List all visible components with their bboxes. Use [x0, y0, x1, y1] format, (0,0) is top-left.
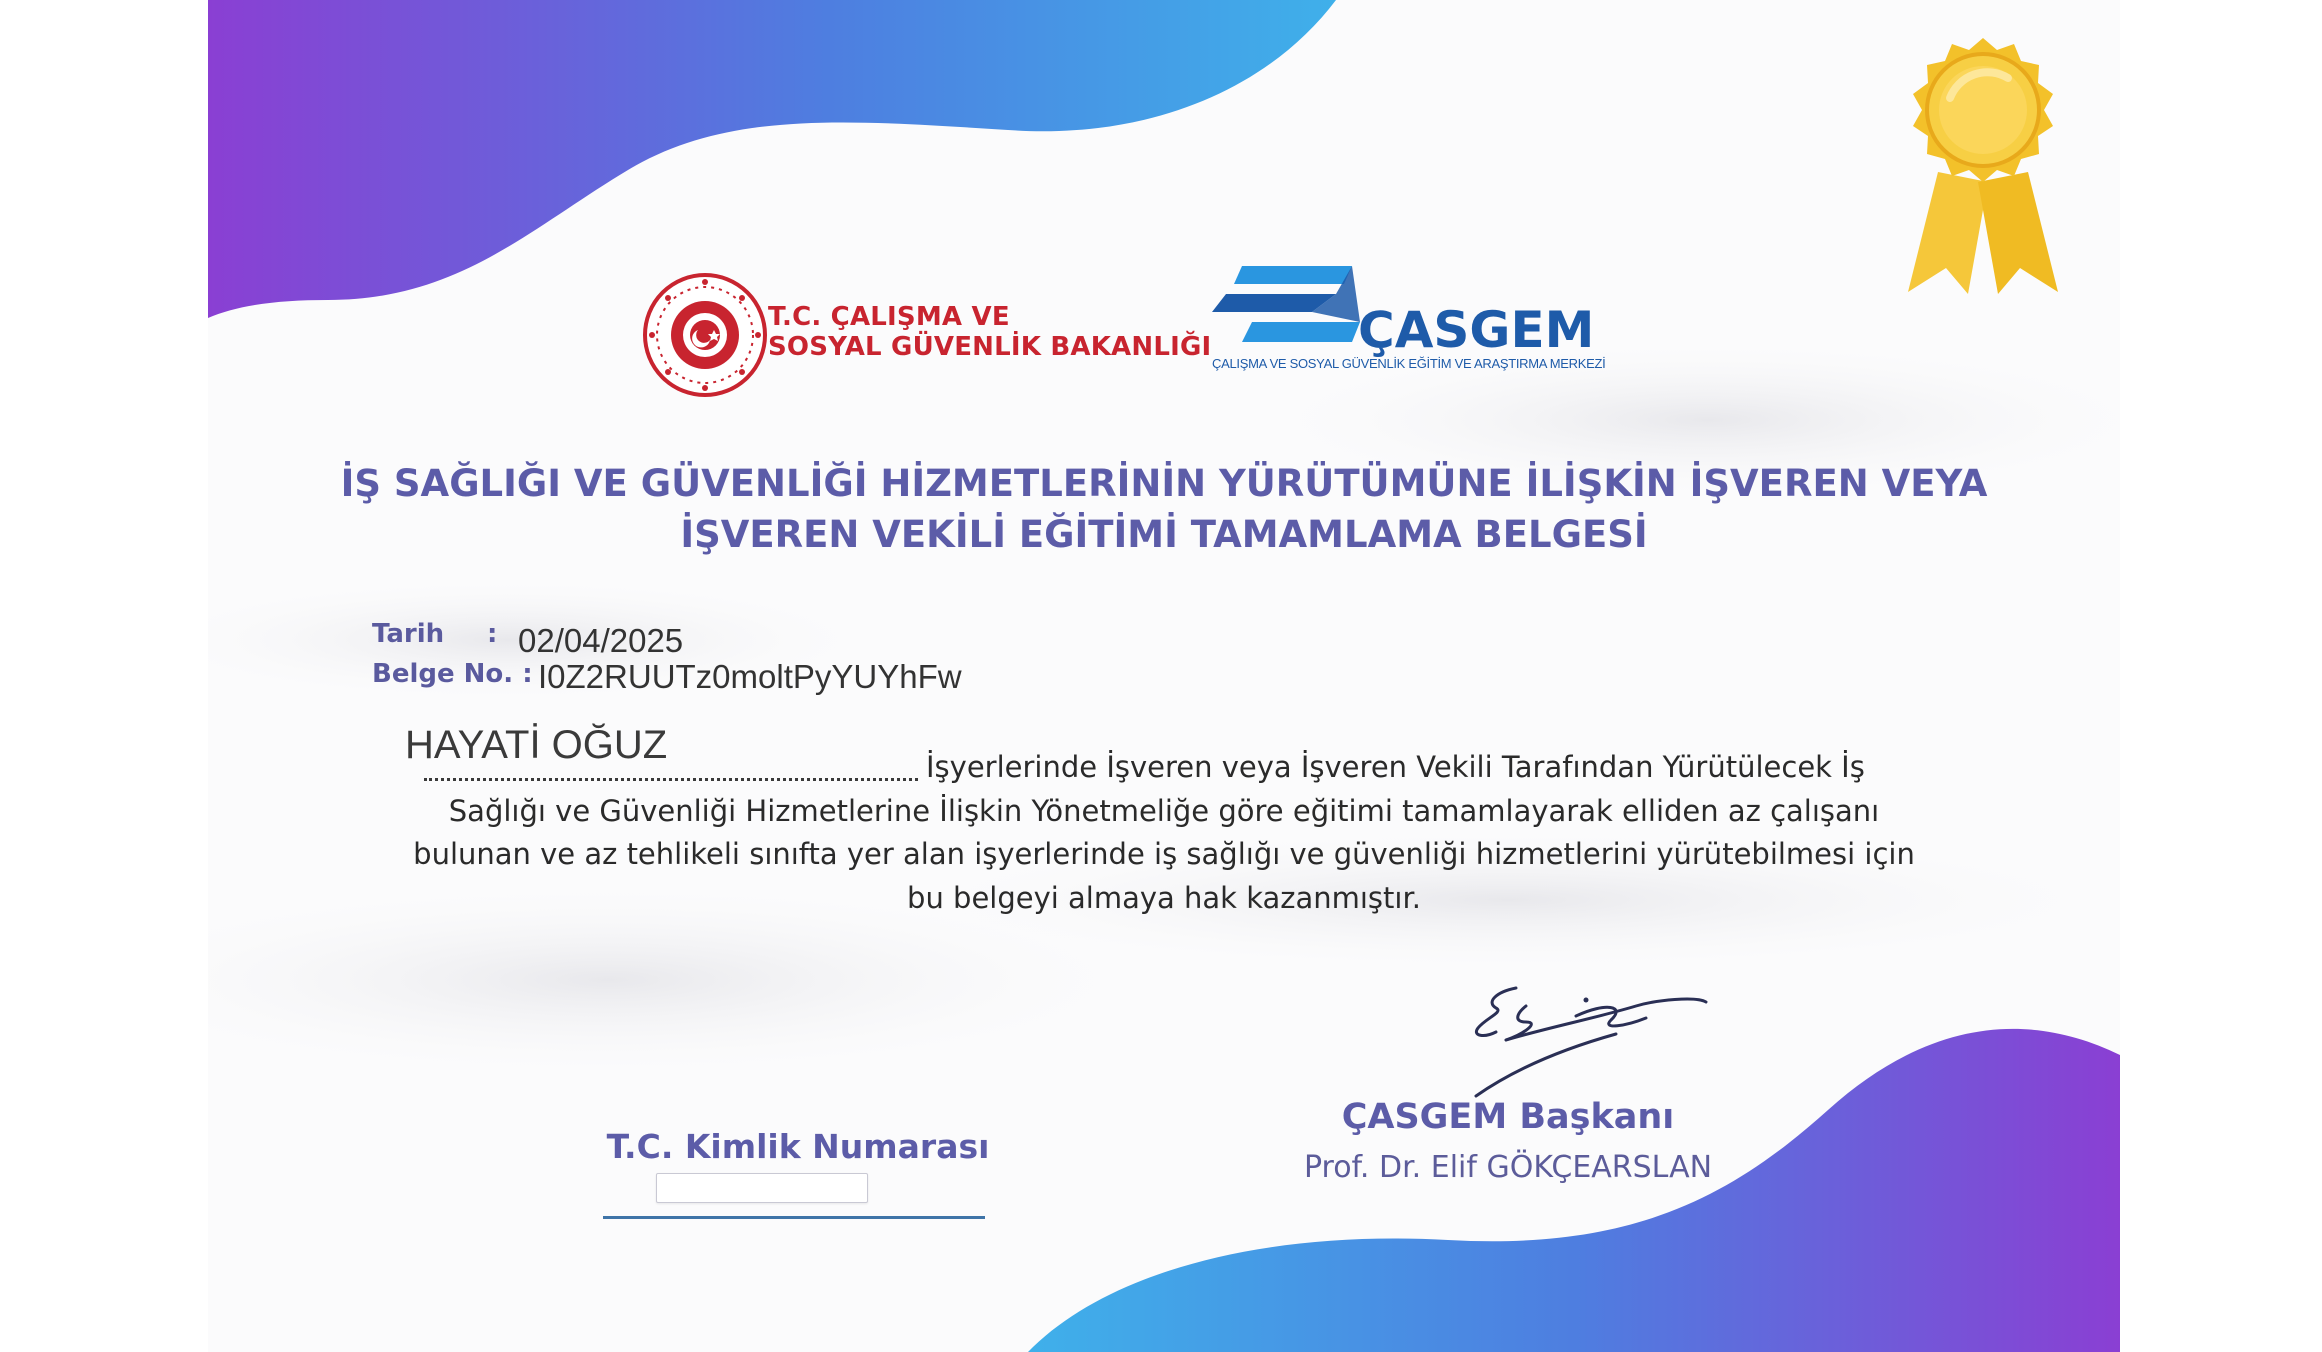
signatory-name: Prof. Dr. Elif GÖKÇEARSLAN — [1303, 1150, 1713, 1185]
identity-number-redacted — [656, 1173, 868, 1203]
document-number-label: Belge No. : — [372, 659, 533, 689]
body-text-line2: Sağlığı ve Güvenliği Hizmetlerine İlişkin Yönetmeliğe göre eğitimi tamamlayarak elliden az çalışanı — [448, 794, 1880, 828]
body-text-line4: bu belgeyi almaya hak kazanmıştır. — [907, 881, 1421, 915]
casgem-mark-icon — [1212, 262, 1362, 362]
body-text-line1: İşyerlerinde İşveren veya İşveren Vekili Tarafından Yürütülecek İş — [926, 750, 1865, 784]
date-colon: : — [487, 619, 498, 649]
certificate — [208, 0, 2120, 1352]
date-value: 02/04/2025 — [518, 622, 684, 659]
recipient-name: HAYATİ OĞUZ — [405, 723, 668, 767]
identity-number-underline — [603, 1216, 985, 1219]
ministry-seal-icon — [640, 270, 770, 400]
award-rosette-icon — [1888, 32, 2078, 302]
date-label: Tarih — [372, 619, 445, 649]
certificate-title-line2: İŞVEREN VEKİLİ EĞİTİMİ TAMAMLAMA BELGESİ — [680, 513, 1648, 556]
signatory-title: ÇASGEM Başkanı — [1341, 1097, 1675, 1137]
document-number-value: I0Z2RUUTz0moltPyYUYhFw — [538, 658, 962, 695]
casgem-logo-text: ÇASGEM — [1358, 301, 1595, 359]
handwritten-signature — [1456, 978, 1716, 1098]
ministry-name-line2: SOSYAL GÜVENLİK BAKANLIĞI — [768, 332, 1212, 362]
casgem-subtitle: ÇALIŞMA VE SOSYAL GÜVENLİK EĞİTİM VE ARAŞTIRMA MERKEZİ — [1212, 356, 1606, 371]
ministry-name-line1: T.C. ÇALIŞMA VE — [768, 302, 1010, 332]
ministry-name — [768, 302, 1211, 362]
body-text-line3: bulunan ve az tehlikeli sınıfta yer alan işyerlerinde iş sağlığı ve güvenliği hizmetlerini yürütebilmesi için — [413, 837, 1915, 871]
certificate-title-line1: İŞ SAĞLIĞI VE GÜVENLİĞİ HİZMETLERİNİN YÜRÜTÜMÜNE İLİŞKİN İŞVEREN VEYA — [340, 462, 1988, 505]
identity-number-label: T.C. Kimlik Numarası — [606, 1127, 990, 1166]
certificate-title — [288, 458, 2040, 560]
name-dotted-line — [424, 778, 918, 781]
